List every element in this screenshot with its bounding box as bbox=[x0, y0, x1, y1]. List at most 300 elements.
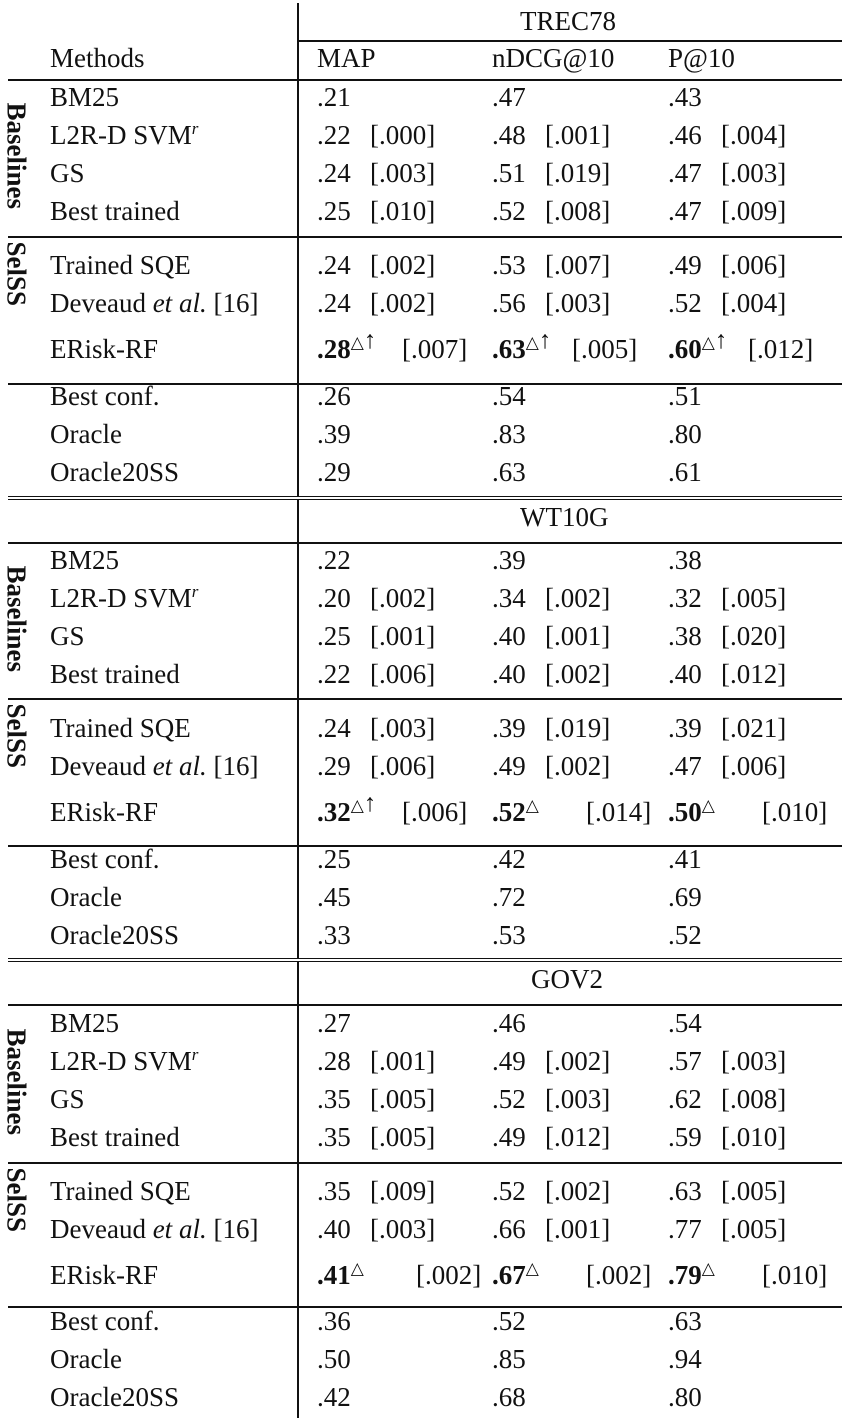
score-cell bbox=[317, 1048, 351, 1075]
score-cell bbox=[317, 623, 351, 650]
score-cell bbox=[492, 623, 526, 650]
p-value: [.002] bbox=[370, 250, 436, 280]
method-label-text: Best conf. bbox=[50, 1306, 160, 1336]
p-value: [.019] bbox=[545, 713, 611, 743]
method-label-text: Deveaud bbox=[50, 751, 153, 781]
score-value: .83 bbox=[492, 419, 526, 449]
column-divider bbox=[297, 845, 299, 958]
score-cell bbox=[317, 459, 351, 486]
score-cell bbox=[668, 1384, 702, 1411]
score-cell bbox=[317, 661, 351, 688]
score-value: .54 bbox=[668, 1008, 702, 1038]
p-value: [.005] bbox=[370, 1122, 436, 1152]
score-value: .28 bbox=[317, 1046, 351, 1076]
method-label bbox=[50, 1124, 180, 1151]
group-label-baselines: Baselines bbox=[1, 1028, 32, 1136]
method-label bbox=[50, 198, 180, 225]
method-label-text: L2R-D SVM bbox=[50, 120, 192, 150]
dataset-header-rule bbox=[8, 542, 842, 544]
score-cell bbox=[317, 547, 351, 574]
score-value: .26 bbox=[317, 381, 351, 411]
method-label-text: BM25 bbox=[50, 1008, 120, 1038]
method-label-text: Best conf. bbox=[50, 381, 160, 411]
p-value: [.003] bbox=[545, 1084, 611, 1114]
citation-ref: [16] bbox=[206, 1214, 259, 1244]
p-value: [.005] bbox=[721, 1176, 787, 1206]
score-value: .68 bbox=[492, 1382, 526, 1412]
score-value: .52 bbox=[492, 797, 526, 827]
method-label bbox=[50, 623, 85, 650]
score-cell bbox=[492, 1346, 526, 1373]
group-label-baselines: Baselines bbox=[1, 565, 32, 673]
score-value: .52 bbox=[668, 288, 702, 318]
p-value: [.020] bbox=[721, 621, 787, 651]
score-value: .24 bbox=[317, 713, 351, 743]
score-value: .67 bbox=[492, 1260, 526, 1290]
score-cell bbox=[492, 1259, 539, 1290]
score-cell bbox=[668, 459, 702, 486]
method-label bbox=[50, 715, 191, 742]
method-label bbox=[50, 290, 258, 317]
method-label bbox=[50, 336, 158, 363]
method-label-text: L2R-D SVM bbox=[50, 1046, 192, 1076]
column-divider bbox=[297, 698, 299, 845]
score-cell bbox=[668, 796, 715, 827]
score-value: .49 bbox=[492, 1122, 526, 1152]
p-value: [.003] bbox=[370, 713, 436, 743]
score-value: .25 bbox=[317, 196, 351, 226]
score-value: .41 bbox=[668, 844, 702, 874]
score-value: .52 bbox=[492, 1084, 526, 1114]
score-value: .32 bbox=[668, 583, 702, 613]
group-label-selss: SelSS bbox=[1, 703, 32, 769]
score-value: .52 bbox=[492, 196, 526, 226]
score-cell bbox=[317, 1346, 351, 1373]
score-cell bbox=[668, 327, 728, 364]
citation-ref: [16] bbox=[206, 751, 259, 781]
p-value: [.002] bbox=[545, 751, 611, 781]
score-cell bbox=[668, 1086, 702, 1113]
p-value: [.010] bbox=[370, 196, 436, 226]
score-value: .25 bbox=[317, 621, 351, 651]
significance-triangle-icon: △ bbox=[701, 1259, 715, 1278]
method-label bbox=[50, 661, 180, 688]
score-value: .39 bbox=[492, 713, 526, 743]
score-cell bbox=[492, 160, 526, 187]
score-cell bbox=[492, 585, 526, 612]
p-value: [.005] bbox=[721, 1214, 787, 1244]
score-cell bbox=[317, 252, 351, 279]
score-value: .22 bbox=[317, 659, 351, 689]
group-rule bbox=[8, 1162, 842, 1164]
score-cell bbox=[492, 290, 526, 317]
method-label bbox=[50, 799, 158, 826]
method-label bbox=[50, 119, 199, 150]
score-cell bbox=[317, 715, 351, 742]
score-cell bbox=[492, 1216, 526, 1243]
score-cell bbox=[492, 547, 526, 574]
p-value: [.000] bbox=[370, 120, 436, 150]
p-value: [.002] bbox=[545, 1176, 611, 1206]
group-label-baselines: Baselines bbox=[1, 102, 32, 210]
score-value: .40 bbox=[492, 659, 526, 689]
p-value: [.019] bbox=[545, 158, 611, 188]
score-cell bbox=[668, 715, 702, 742]
score-value: .25 bbox=[317, 844, 351, 874]
method-label bbox=[50, 252, 191, 279]
method-label-text: Oracle bbox=[50, 1344, 122, 1374]
group-label-selss: SelSS bbox=[1, 241, 32, 307]
score-cell bbox=[492, 846, 526, 873]
method-label-text: Best trained bbox=[50, 659, 180, 689]
method-label-text: Trained SQE bbox=[50, 713, 191, 743]
dataset-double-rule bbox=[8, 496, 842, 497]
column-divider bbox=[297, 962, 299, 1005]
method-label-text: GS bbox=[50, 621, 85, 651]
p-value: [.003] bbox=[721, 1046, 787, 1076]
score-cell bbox=[668, 198, 702, 225]
score-value: .49 bbox=[492, 1046, 526, 1076]
method-label-text: ERisk-RF bbox=[50, 797, 159, 827]
score-cell bbox=[668, 846, 702, 873]
score-cell bbox=[317, 1124, 351, 1151]
score-cell bbox=[317, 1010, 351, 1037]
method-label-superscript: r bbox=[191, 582, 199, 601]
score-value: .54 bbox=[492, 381, 526, 411]
column-divider bbox=[297, 1162, 299, 1308]
score-cell bbox=[668, 884, 702, 911]
method-label-text: GS bbox=[50, 1084, 85, 1114]
score-value: .46 bbox=[492, 1008, 526, 1038]
score-cell bbox=[492, 122, 526, 149]
significance-triangle-icon: △ bbox=[350, 796, 364, 815]
score-value: .85 bbox=[492, 1344, 526, 1374]
method-label bbox=[50, 421, 122, 448]
score-value: .52 bbox=[492, 1306, 526, 1336]
p-value: [.001] bbox=[370, 1046, 436, 1076]
column-divider bbox=[297, 40, 299, 80]
score-value: .34 bbox=[492, 583, 526, 613]
significance-triangle-icon: △ bbox=[350, 333, 364, 352]
score-cell bbox=[668, 160, 702, 187]
score-value: .53 bbox=[492, 250, 526, 280]
score-value: .40 bbox=[492, 621, 526, 651]
method-label-superscript: r bbox=[191, 119, 199, 138]
score-cell bbox=[317, 327, 377, 364]
score-value: .52 bbox=[492, 1176, 526, 1206]
score-value: .40 bbox=[317, 1214, 351, 1244]
method-label-superscript: r bbox=[191, 1045, 199, 1064]
methods-header: Methods bbox=[50, 43, 145, 73]
method-label bbox=[50, 1308, 159, 1335]
score-cell bbox=[317, 1086, 351, 1113]
score-cell bbox=[492, 884, 526, 911]
dataset-double-rule bbox=[8, 958, 842, 959]
p-value: [.009] bbox=[721, 196, 787, 226]
score-value: .41 bbox=[317, 1260, 351, 1290]
p-value: [.009] bbox=[370, 1176, 436, 1206]
score-value: .42 bbox=[492, 844, 526, 874]
score-value: .42 bbox=[317, 1382, 351, 1412]
column-divider bbox=[297, 1308, 299, 1418]
score-cell bbox=[317, 198, 351, 225]
significance-triangle-icon: △ bbox=[701, 333, 715, 352]
dataset-double-rule bbox=[8, 499, 842, 500]
score-value: .29 bbox=[317, 751, 351, 781]
score-value: .80 bbox=[668, 419, 702, 449]
score-cell bbox=[492, 1086, 526, 1113]
p-value: [.008] bbox=[545, 196, 611, 226]
significance-triangle-icon: △ bbox=[525, 333, 539, 352]
p-value: [.012] bbox=[721, 659, 787, 689]
score-cell bbox=[492, 796, 539, 827]
score-cell bbox=[668, 1178, 702, 1205]
score-value: .50 bbox=[317, 1344, 351, 1374]
score-value: .53 bbox=[492, 920, 526, 950]
method-label-text: Best conf. bbox=[50, 844, 160, 874]
score-value: .33 bbox=[317, 920, 351, 950]
method-label-text: Oracle20SS bbox=[50, 457, 179, 487]
score-cell bbox=[492, 1010, 526, 1037]
score-cell bbox=[492, 661, 526, 688]
p-value: [.003] bbox=[370, 1214, 436, 1244]
col-header-p10: P@10 bbox=[668, 43, 735, 73]
method-label-text: Trained SQE bbox=[50, 250, 191, 280]
score-cell bbox=[492, 198, 526, 225]
p-value: [.001] bbox=[370, 621, 436, 651]
score-value: .47 bbox=[668, 196, 702, 226]
method-label-text: L2R-D SVM bbox=[50, 583, 192, 613]
p-value: [.006] bbox=[721, 250, 787, 280]
score-cell bbox=[668, 1124, 702, 1151]
score-value: .72 bbox=[492, 882, 526, 912]
p-value: [.004] bbox=[721, 120, 787, 150]
score-cell bbox=[492, 1308, 526, 1335]
p-value: [.005] bbox=[370, 1084, 436, 1114]
score-value: .79 bbox=[668, 1260, 702, 1290]
score-value: .39 bbox=[668, 713, 702, 743]
score-value: .24 bbox=[317, 158, 351, 188]
method-label bbox=[50, 922, 179, 949]
p-value: [.008] bbox=[721, 1084, 787, 1114]
score-cell bbox=[317, 884, 351, 911]
p-value: [.002] bbox=[416, 1260, 482, 1290]
score-value: .61 bbox=[668, 457, 702, 487]
p-value: [.003] bbox=[370, 158, 436, 188]
score-cell bbox=[317, 1216, 351, 1243]
method-label-text: Deveaud bbox=[50, 288, 153, 318]
dataset-title-gov2: GOV2 bbox=[531, 964, 603, 994]
score-cell bbox=[668, 922, 702, 949]
score-cell bbox=[317, 1384, 351, 1411]
method-label-text: Deveaud bbox=[50, 1214, 153, 1244]
p-value: [.012] bbox=[748, 334, 814, 364]
score-value: .22 bbox=[317, 545, 351, 575]
column-divider bbox=[297, 80, 299, 236]
score-cell bbox=[668, 547, 702, 574]
score-cell bbox=[668, 1216, 702, 1243]
score-cell bbox=[317, 290, 351, 317]
score-value: .49 bbox=[492, 751, 526, 781]
score-value: .43 bbox=[668, 82, 702, 112]
p-value: [.003] bbox=[545, 288, 611, 318]
score-value: .40 bbox=[668, 659, 702, 689]
score-cell bbox=[317, 922, 351, 949]
score-cell bbox=[668, 1308, 702, 1335]
score-value: .63 bbox=[492, 334, 526, 364]
score-cell bbox=[317, 846, 351, 873]
method-label bbox=[50, 582, 199, 613]
score-cell bbox=[668, 383, 702, 410]
method-label-text: ERisk-RF bbox=[50, 1260, 159, 1290]
score-cell bbox=[317, 585, 351, 612]
p-value: [.006] bbox=[402, 797, 468, 827]
score-value: .59 bbox=[668, 1122, 702, 1152]
p-value: [.021] bbox=[721, 713, 787, 743]
method-label-text: Oracle bbox=[50, 419, 122, 449]
p-value: [.006] bbox=[370, 751, 436, 781]
method-label-text: BM25 bbox=[50, 82, 120, 112]
score-value: .38 bbox=[668, 621, 702, 651]
p-value: [.012] bbox=[545, 1122, 611, 1152]
method-label bbox=[50, 1045, 199, 1076]
score-value: .51 bbox=[668, 381, 702, 411]
significance-triangle-icon: △ bbox=[525, 1259, 539, 1278]
p-value: [.002] bbox=[545, 583, 611, 613]
score-value: .45 bbox=[317, 882, 351, 912]
p-value: [.005] bbox=[572, 334, 638, 364]
score-value: .47 bbox=[668, 751, 702, 781]
score-cell bbox=[317, 84, 351, 111]
score-cell bbox=[492, 383, 526, 410]
score-value: .57 bbox=[668, 1046, 702, 1076]
score-value: .77 bbox=[668, 1214, 702, 1244]
p-value: [.002] bbox=[545, 659, 611, 689]
method-label-text: Oracle20SS bbox=[50, 920, 179, 950]
significance-arrow-icon: ↑ bbox=[363, 327, 377, 354]
score-cell bbox=[317, 383, 351, 410]
p-value: [.002] bbox=[545, 1046, 611, 1076]
p-value: [.014] bbox=[586, 797, 652, 827]
score-cell bbox=[317, 1308, 351, 1335]
significance-triangle-icon: △ bbox=[701, 796, 715, 815]
p-value: [.005] bbox=[721, 583, 787, 613]
p-value: [.002] bbox=[370, 583, 436, 613]
method-label bbox=[50, 1346, 122, 1373]
header-rule bbox=[297, 40, 842, 42]
score-cell bbox=[492, 922, 526, 949]
dataset-title-wt10g: WT10G bbox=[520, 502, 609, 532]
p-value: [.006] bbox=[370, 659, 436, 689]
score-cell bbox=[492, 1124, 526, 1151]
method-label bbox=[50, 459, 179, 486]
p-value: [.010] bbox=[721, 1122, 787, 1152]
method-label bbox=[50, 753, 258, 780]
dataset-double-rule bbox=[8, 961, 842, 962]
column-divider bbox=[297, 500, 299, 543]
score-cell bbox=[668, 1346, 702, 1373]
score-value: .47 bbox=[492, 82, 526, 112]
p-value: [.010] bbox=[762, 797, 828, 827]
score-value: .63 bbox=[668, 1176, 702, 1206]
group-rule bbox=[8, 698, 842, 700]
score-cell bbox=[492, 753, 526, 780]
method-label bbox=[50, 383, 159, 410]
p-value: [.002] bbox=[586, 1260, 652, 1290]
score-cell bbox=[668, 661, 702, 688]
method-label bbox=[50, 1216, 258, 1243]
score-cell bbox=[317, 1259, 364, 1290]
score-cell bbox=[492, 84, 526, 111]
score-cell bbox=[668, 753, 702, 780]
p-value: [.010] bbox=[762, 1260, 828, 1290]
score-value: .35 bbox=[317, 1122, 351, 1152]
score-cell bbox=[317, 1178, 351, 1205]
method-label-italic: et al. bbox=[152, 288, 207, 318]
method-label-text: Trained SQE bbox=[50, 1176, 191, 1206]
score-cell bbox=[668, 1259, 715, 1290]
column-divider bbox=[297, 236, 299, 385]
significance-arrow-icon: ↑ bbox=[363, 790, 377, 817]
score-value: .21 bbox=[317, 82, 351, 112]
significance-triangle-icon: △ bbox=[525, 796, 539, 815]
score-cell bbox=[492, 1048, 526, 1075]
score-cell bbox=[317, 122, 351, 149]
p-value: [.007] bbox=[545, 250, 611, 280]
method-label bbox=[50, 84, 119, 111]
score-cell bbox=[668, 1010, 702, 1037]
score-value: .49 bbox=[668, 250, 702, 280]
score-value: .51 bbox=[492, 158, 526, 188]
score-value: .63 bbox=[492, 457, 526, 487]
score-value: .47 bbox=[668, 158, 702, 188]
method-label bbox=[50, 1086, 85, 1113]
score-value: .60 bbox=[668, 334, 702, 364]
method-label-text: BM25 bbox=[50, 545, 120, 575]
score-value: .35 bbox=[317, 1176, 351, 1206]
score-value: .38 bbox=[668, 545, 702, 575]
method-label-text: ERisk-RF bbox=[50, 334, 159, 364]
score-cell bbox=[668, 290, 702, 317]
score-cell bbox=[317, 790, 377, 827]
score-cell bbox=[317, 160, 351, 187]
header-bottom-rule bbox=[8, 79, 842, 81]
score-value: .50 bbox=[668, 797, 702, 827]
dataset-title-trec78: TREC78 bbox=[520, 6, 617, 36]
column-divider bbox=[297, 3, 299, 40]
p-value: [.004] bbox=[721, 288, 787, 318]
method-label-text: GS bbox=[50, 158, 85, 188]
method-label bbox=[50, 1384, 179, 1411]
score-value: .35 bbox=[317, 1084, 351, 1114]
dataset-header-rule bbox=[8, 1004, 842, 1006]
score-value: .29 bbox=[317, 457, 351, 487]
score-cell bbox=[492, 421, 526, 448]
score-cell bbox=[668, 585, 702, 612]
group-rule bbox=[8, 236, 842, 238]
score-cell bbox=[668, 623, 702, 650]
score-value: .22 bbox=[317, 120, 351, 150]
column-divider bbox=[297, 1004, 299, 1162]
score-value: .20 bbox=[317, 583, 351, 613]
score-cell bbox=[492, 327, 552, 364]
score-cell bbox=[317, 753, 351, 780]
method-label-text: Oracle bbox=[50, 882, 122, 912]
method-label-text: Best trained bbox=[50, 196, 180, 226]
column-divider bbox=[297, 385, 299, 496]
p-value: [.006] bbox=[721, 751, 787, 781]
method-label bbox=[50, 1178, 191, 1205]
